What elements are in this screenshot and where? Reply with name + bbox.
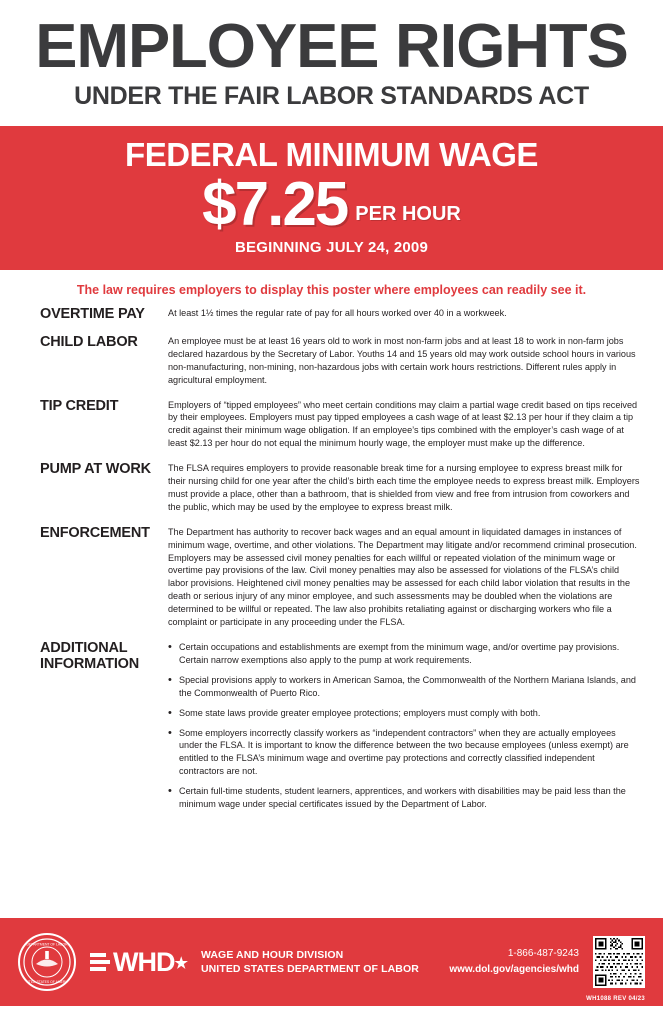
section-label: PUMP AT WORK <box>40 461 151 478</box>
contact-phone: 1-866-487-9243 <box>507 948 579 959</box>
minimum-wage-band <box>0 126 663 270</box>
additional-bullet-list <box>168 641 641 811</box>
section-text: The Department has authority to recover back wages and an equal amount in liquidated damages in instances of minimum wage, overtime, and other violations. The Department may litigate and/or recommend criminal prosecution. Employers may be assessed civil money penalties for each willful or repeated violation of the minimum wage or overtime pay provisions of the law. Civil money penalties may also be assessed for violations of the FLSA’s child labor provisions. Heightened civil money penalties may be assessed for each child labor violation that results in the death or serious injury of any minor employee, and such assessments may be doubled when the violations are determined to be willful or repeated. The law also prohibits retaliating against or discharging workers who file a complaint or participate in any proceeding under the FLSA. <box>168 526 637 628</box>
form-code: WH1088 REV 04/23 <box>586 996 645 1002</box>
display-notice: The law requires employers to display this poster where employees can readily see it. <box>76 283 587 298</box>
section-child-labor <box>40 335 641 387</box>
sections-list <box>0 307 663 818</box>
page-subtitle: UNDER THE FAIR LABOR STANDARDS ACT <box>74 81 589 110</box>
whd-logo <box>90 946 187 977</box>
section-text: Employers of “tipped employees” who meet certain conditions may claim a partial wage credit based on tips received by their employees. Employers must pay tipped employees a cash wage of at least $2.13 per hour if they claim a tip credit against their minimum wage obligation. If an employee’s tips combined with the employer’s cash wage of at least $2.13 per hour do not equal the minimum hourly wage, the employer must make up the difference. <box>168 399 638 449</box>
section-label: CHILD LABOR <box>40 333 138 350</box>
list-item: • Certain full-time students, student learners, apprentices, and workers with disabilities may be paid less than the minimum wage under special certificates issued by the Department of Labor. <box>168 785 641 811</box>
section-enforcement <box>40 526 641 629</box>
section-body <box>168 399 641 451</box>
section-body <box>168 462 641 514</box>
section-tip-credit <box>40 399 641 451</box>
section-text: The FLSA requires employers to provide reasonable break time for a nursing employee to express breast milk for their nursing child for one year after the child’s birth each time the employee needs to express breast milk. Employers must provide a place, other than a bathroom, that is shielded from view and free from intrusion from coworkers and the public, which may be used by the employee to express breast milk. <box>168 463 640 512</box>
poster-header <box>0 0 663 116</box>
svg-text:DEPARTMENT OF LABOR: DEPARTMENT OF LABOR <box>26 942 68 947</box>
section-label: OVERTIME PAY <box>40 306 145 323</box>
poster-footer <box>0 918 663 1006</box>
wage-per-hour-label: PER HOUR <box>355 203 461 226</box>
section-label: TIP CREDIT <box>40 397 119 414</box>
svg-text:UNITED STATES OF AMERICA: UNITED STATES OF AMERICA <box>22 980 72 984</box>
section-text: At least 1½ times the regular rate of pay for all hours worked over 40 in a workweek. <box>168 308 507 319</box>
qr-code-icon[interactable] <box>593 936 645 988</box>
section-label <box>40 641 168 672</box>
dol-seal-icon <box>18 933 76 991</box>
list-item: • Some state laws provide greater employee protections; employers must comply with both. <box>168 707 641 720</box>
section-body <box>168 335 641 387</box>
list-item: • Special provisions apply to workers in American Samoa, the Commonwealth of the Northern Mariana Islands, and the Commonwealth of Puerto Rico. <box>168 674 641 700</box>
footer-contact <box>419 946 593 978</box>
section-label-line2: INFORMATION <box>40 655 140 672</box>
section-pump-at-work <box>40 462 641 514</box>
section-label-line1: ADDITIONAL <box>40 640 128 656</box>
section-overtime-pay <box>40 307 641 323</box>
whd-wordmark <box>113 946 187 977</box>
whd-bars-icon <box>90 953 110 971</box>
whd-wordmark-text: WHD <box>113 946 175 977</box>
page-title: EMPLOYEE RIGHTS <box>35 12 628 81</box>
list-item: • Some employers incorrectly classify workers as “independent contractors” when they are actually employees under the FLSA. It is important to know the difference between the two because employees (unless exempt) are entitled to the FLSA’s minimum wage and overtime pay protections and correctly classified independent contractors are not. <box>168 727 641 779</box>
section-text: An employee must be at least 16 years old to work in most non-farm jobs and at least 18 to work in non-farm jobs declared hazardous by the Secretary of Labor. Youths 14 and 15 years old may work outside school hours in various non-manufacturing, non-mining, non-hazardous jobs with certain work hours restrictions. Different rules apply in agricultural employment. <box>168 335 636 385</box>
list-item: • Certain occupations and establishments are exempt from the minimum wage, and/or overtime pay provisions. Certain narrow exemptions also apply to the pump at work requirements. <box>168 641 641 667</box>
agency-name-line1: WAGE AND HOUR DIVISION <box>200 948 344 961</box>
contact-url[interactable]: www.dol.gov/agencies/whd <box>449 964 579 975</box>
section-additional-information <box>40 641 641 818</box>
agency-name <box>201 948 419 976</box>
wage-band-title: FEDERAL MINIMUM WAGE <box>125 136 538 174</box>
star-icon: ★ <box>174 954 187 972</box>
wage-amount: $7.25 <box>202 170 348 240</box>
agency-name-line2: UNITED STATES DEPARTMENT OF LABOR <box>200 963 419 975</box>
wage-effective-date: BEGINNING JULY 24, 2009 <box>234 239 429 257</box>
wage-amount-row <box>0 170 663 240</box>
section-body <box>168 307 641 320</box>
section-body <box>168 641 641 818</box>
section-label: ENFORCEMENT <box>40 524 150 541</box>
section-body <box>168 526 641 629</box>
